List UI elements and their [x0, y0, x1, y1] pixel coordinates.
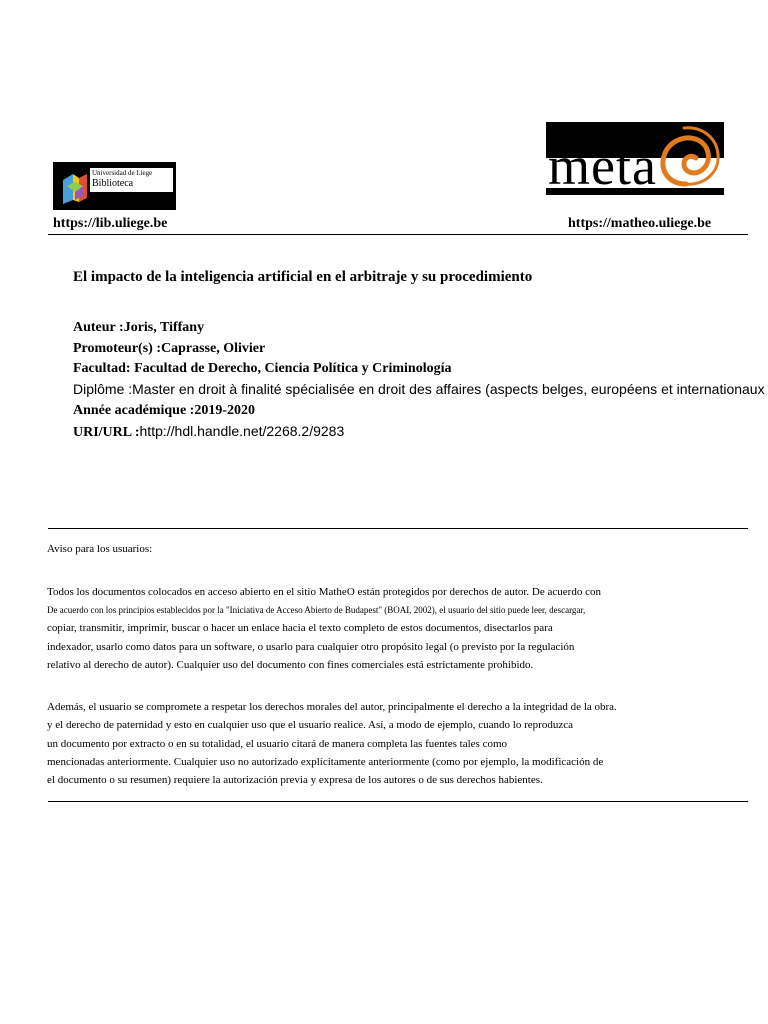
logo-university-text: Universidad de Liege: [92, 169, 153, 177]
notice-bottom-divider: [48, 801, 748, 802]
year-label: Année académique :: [73, 403, 195, 418]
notice-p2-line: Además, el usuario se compromete a respetar los derechos morales del autor, principalmente el derecho a la integridad de la obra.: [47, 701, 617, 713]
author-value: Joris, Tiffany: [123, 320, 205, 335]
book-icon: [61, 170, 89, 204]
faculty-label: Facultad:: [73, 361, 135, 376]
uri-line: [73, 423, 344, 441]
library-url-link[interactable]: https://lib.uliege.be: [53, 216, 168, 231]
notice-p1-line: relativo al derecho de autor). Cualquier uso del documento con fines comerciales está estrictamente prohibido.: [47, 659, 534, 671]
logo-library-text: Biblioteca: [92, 178, 134, 189]
handle-uri-link[interactable]: http://hdl.handle.net/2268.2/9283: [139, 423, 345, 439]
promoter-value: Caprasse, Olivier: [161, 341, 266, 356]
swirl-icon: [646, 122, 724, 195]
notice-p2-line: un documento por extracto o en su totalidad, el usuario citará de manera completa las fuentes tales como: [47, 738, 508, 750]
uri-label: URI/URL :: [73, 425, 140, 440]
header-divider: [48, 234, 748, 235]
notice-p1-line: indexador, usarlo como datos para un software, o usarlo para cualquier otro propósito legal (o previsto por la regulación: [47, 641, 575, 653]
logo-label: [90, 168, 173, 192]
year-value: 2019-2020: [194, 403, 255, 418]
notice-heading: Aviso para los usuarios:: [47, 543, 153, 555]
matheo-logo: [546, 122, 724, 195]
notice-p1-line: copiar, transmitir, imprimir, buscar o hacer un enlace hacia el texto completo de estos documentos, disectarlos para: [47, 622, 553, 634]
notice-p2-line: mencionadas anteriormente. Cualquier uso no autorizado explícitamente anteriormente (como por ejemplo, la modificación de: [47, 756, 604, 768]
notice-p2-line: el documento o su resumen) requiere la autorización previa y expresa de los autores o de sus derechos habientes.: [47, 774, 543, 786]
uliege-library-logo: [53, 162, 176, 210]
logo-wordmark: meta: [548, 136, 657, 195]
promoter-label: Promoteur(s) :: [73, 341, 161, 356]
promoter-line: [73, 340, 265, 357]
notice-p2-line: y el derecho de paternidad y esto en cualquier uso que el usuario realice. Así, a modo de ejemplo, cuando lo reproduzca: [47, 719, 573, 731]
faculty-value: Facultad de Derecho, Ciencia Política y Criminología: [134, 361, 452, 376]
faculty-line: [73, 360, 451, 377]
matheo-url-link[interactable]: https://matheo.uliege.be: [568, 216, 712, 231]
diploma-label: Diplôme :: [73, 381, 133, 397]
diploma-value: Master en droit à finalité spécialisée en droit des affaires (aspects belges, européens et internationaux: [132, 381, 765, 397]
year-line: [73, 402, 255, 419]
notice-top-divider: [48, 528, 748, 529]
diploma-line: [73, 381, 765, 398]
author-label: Auteur :: [73, 320, 124, 335]
notice-p1-line: De acuerdo con los principios establecidos por la "Iniciativa de Acceso Abierto de Budapest" (BOAI, 2002), el usuario del sitio puede leer, descargar,: [47, 605, 586, 615]
document-title: El impacto de la inteligencia artificial en el arbitraje y su procedimiento: [73, 269, 533, 285]
author-line: [73, 319, 204, 336]
notice-p1-line: Todos los documentos colocados en acceso abierto en el sitio MatheO están protegidos por derechos de autor. De acuerdo con: [47, 586, 601, 598]
